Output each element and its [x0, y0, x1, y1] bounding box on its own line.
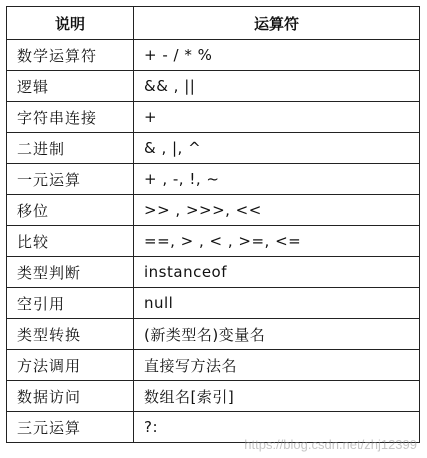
row-description: 移位 — [7, 195, 134, 226]
row-operators: ?: — [134, 412, 420, 443]
row-description: 数学运算符 — [7, 40, 134, 71]
row-operators: instanceof — [134, 257, 420, 288]
row-operators: null — [134, 288, 420, 319]
table-row — [7, 102, 420, 133]
watermark-text: https://blog.csdn.net/zhj12399 — [244, 437, 417, 452]
header-description: 说明 — [7, 7, 134, 40]
row-description: 一元运算 — [7, 164, 134, 195]
row-description: 逻辑 — [7, 71, 134, 102]
row-operators: + - / * % — [134, 40, 420, 71]
table-row — [7, 195, 420, 226]
row-description: 类型判断 — [7, 257, 134, 288]
table-row — [7, 226, 420, 257]
row-description: 类型转换 — [7, 319, 134, 350]
row-description: 方法调用 — [7, 350, 134, 381]
row-operators: & , |, ^ — [134, 133, 420, 164]
header-operators: 运算符 — [134, 7, 420, 40]
table-row — [7, 133, 420, 164]
table-row — [7, 40, 420, 71]
row-description: 字符串连接 — [7, 102, 134, 133]
row-description: 三元运算 — [7, 412, 134, 443]
row-operators: ==, > , < , >=, <= — [134, 226, 420, 257]
row-operators: + , -, !, ~ — [134, 164, 420, 195]
table-row — [7, 350, 420, 381]
row-operators: 数组名[索引] — [134, 381, 420, 412]
row-description: 数据访问 — [7, 381, 134, 412]
row-operators: (新类型名)变量名 — [134, 319, 420, 350]
row-operators: && , || — [134, 71, 420, 102]
row-description: 二进制 — [7, 133, 134, 164]
table-row — [7, 257, 420, 288]
row-description: 比较 — [7, 226, 134, 257]
row-description: 空引用 — [7, 288, 134, 319]
table-row — [7, 71, 420, 102]
table-header-row — [7, 7, 420, 40]
table-row — [7, 319, 420, 350]
row-operators: >> , >>>, << — [134, 195, 420, 226]
row-operators: 直接写方法名 — [134, 350, 420, 381]
operators-table — [6, 6, 420, 443]
row-operators: + — [134, 102, 420, 133]
table-row — [7, 412, 420, 443]
table-row — [7, 164, 420, 195]
table-row — [7, 381, 420, 412]
table-row — [7, 288, 420, 319]
